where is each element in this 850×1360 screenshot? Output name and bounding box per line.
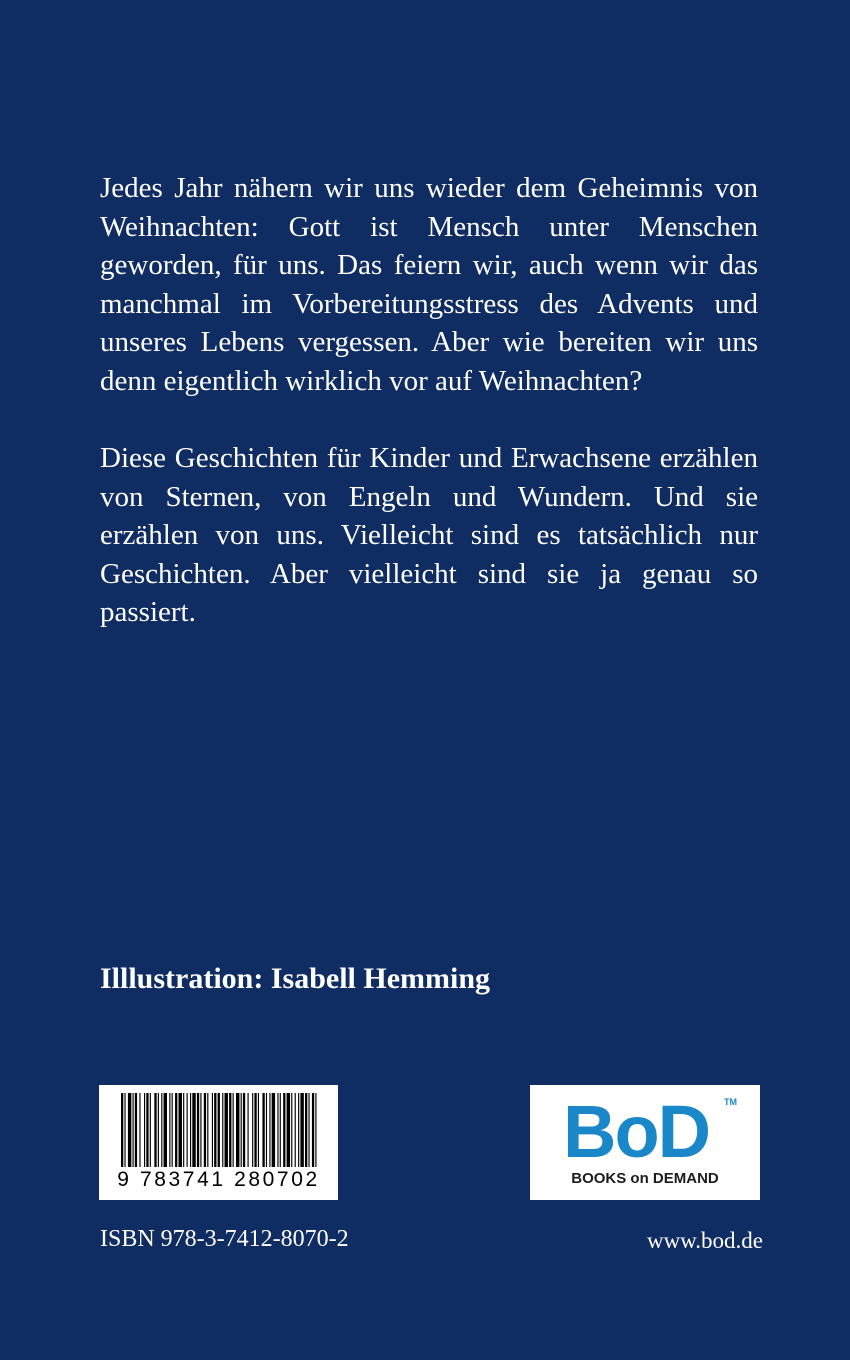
barcode-bar [229, 1093, 231, 1167]
barcode-bar [204, 1093, 206, 1167]
barcode-bar [241, 1093, 242, 1167]
barcode-bar [222, 1093, 223, 1167]
barcode-bar [277, 1093, 278, 1167]
barcode-bar [218, 1093, 220, 1167]
barcode-bar [187, 1093, 188, 1167]
barcode-bar [225, 1093, 228, 1167]
barcode-bar [269, 1093, 270, 1167]
barcode-bar [308, 1093, 309, 1167]
barcode-bar [144, 1093, 145, 1167]
barcode-bar [192, 1093, 195, 1167]
isbn-barcode [99, 1085, 338, 1200]
bod-logo-tagline: BOOKS on DEMAND [571, 1170, 719, 1187]
blurb-paragraph-1: Jedes Jahr nähern wir uns wieder dem Geheimnis von Weihnachten: Gott ist Mensch unter Menschen geworden, für uns. Das feiern wir, auch wenn wir das manchmal im Vorbereitungsstress des Advents und unseres Lebens vergessen. Aber wie bereiten wir uns denn eigentlich wirklich vor auf Weihnachten? [100, 172, 758, 397]
barcode-digits: 9 783741 280702 [117, 1168, 320, 1191]
barcode-bar [124, 1093, 125, 1167]
barcode-bar [158, 1093, 159, 1167]
barcode-bar [254, 1093, 256, 1167]
barcode-bar [258, 1093, 259, 1167]
barcode-bar [312, 1093, 314, 1167]
bod-logo-mark: BoD [563, 1090, 710, 1173]
barcode-bar [175, 1093, 177, 1167]
barcode-bar [150, 1093, 151, 1167]
barcode-bar [200, 1093, 201, 1167]
barcode-bar [287, 1093, 290, 1167]
barcode-bar [172, 1093, 173, 1167]
barcode-bar [212, 1093, 213, 1167]
bod-logo [530, 1085, 760, 1200]
barcode-bar [300, 1093, 303, 1167]
barcode-bar [283, 1093, 285, 1167]
barcode-bar [305, 1093, 307, 1167]
illustration-credit: Illlustration: Isabell Hemming [100, 962, 491, 995]
barcode-bar [183, 1093, 184, 1167]
barcode-bar [164, 1093, 167, 1167]
barcode-bar [197, 1093, 199, 1167]
barcode-bar [236, 1093, 239, 1167]
blurb-paragraph-2: Diese Geschichten für Kinder und Erwachsene erzählen von Sternen, von Engeln und Wundern. Und sie erzählen von uns. Vielleicht sind es tatsächlich nur Geschichten. Aber vielleicht sind sie ja genau so passiert. [100, 442, 758, 628]
barcode-bar [248, 1093, 249, 1167]
barcode-bar [190, 1093, 191, 1167]
barcode-bar [161, 1093, 162, 1167]
barcode-bar [295, 1093, 296, 1167]
barcode-bar [262, 1093, 264, 1167]
barcode-bar [179, 1093, 182, 1167]
publisher-website: www.bod.de [646, 1228, 763, 1253]
barcode-bar [315, 1093, 316, 1167]
barcode-bar [280, 1093, 281, 1167]
barcode-bar [146, 1093, 148, 1167]
barcode-bar [121, 1093, 123, 1167]
barcode-bar [139, 1093, 140, 1167]
barcode-bar [214, 1093, 216, 1167]
barcode-bar [207, 1093, 208, 1167]
barcode-bars [121, 1093, 319, 1167]
trademark-symbol: TM [724, 1097, 737, 1107]
barcode-bar [252, 1093, 253, 1167]
barcode-bar [133, 1093, 134, 1167]
barcode-bar [291, 1093, 292, 1167]
barcode-bar [135, 1093, 137, 1167]
isbn-number: ISBN 978-3-7412-8070-2 [100, 1226, 349, 1252]
barcode-bar [243, 1093, 245, 1167]
barcode-bar [233, 1093, 234, 1167]
barcode-bar [128, 1093, 131, 1167]
barcode-bar [266, 1093, 267, 1167]
barcode-bar [154, 1093, 156, 1167]
barcode-bar [298, 1093, 299, 1167]
barcode-bar [169, 1093, 170, 1167]
barcode-bar [272, 1093, 275, 1167]
